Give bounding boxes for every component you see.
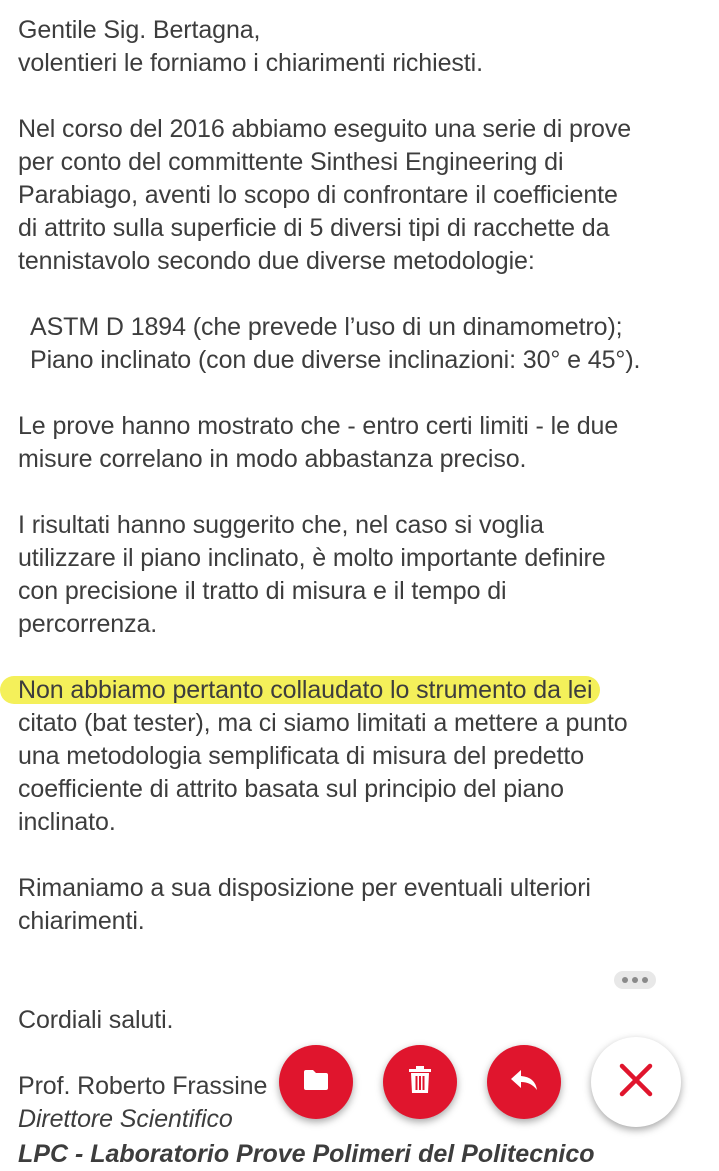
paragraph-2-line: Le prove hanno mostrato che - entro certi limiti - le due (18, 412, 619, 440)
trash-icon (408, 1066, 432, 1099)
paragraph-1-line: Nel corso del 2016 abbiamo eseguito una serie di prove (18, 115, 632, 143)
signature-name: Prof. Roberto Frassine (18, 1072, 268, 1100)
reply-button[interactable] (487, 1045, 561, 1119)
list-item: Piano inclinato (con due diverse inclinazioni: 30° e 45°). (30, 346, 641, 374)
list-item: ASTM D 1894 (che prevede l’uso di un dinamometro); (30, 313, 623, 341)
dot-icon (632, 977, 638, 983)
paragraph-4-line: citato (bat tester), ma ci siamo limitati a mettere a punto (18, 709, 628, 737)
paragraph-3-line: I risultati hanno suggerito che, nel caso si voglia (18, 511, 544, 539)
paragraph-3-line: utilizzare il piano inclinato, è molto importante definire (18, 544, 606, 572)
paragraph-5-line: chiarimenti. (18, 907, 145, 935)
close-button[interactable] (591, 1037, 681, 1127)
delete-button[interactable] (383, 1045, 457, 1119)
reply-icon (510, 1069, 538, 1096)
paragraph-1-line: tennistavolo secondo due diverse metodologie: (18, 247, 535, 275)
closing: Cordiali saluti. (18, 1006, 174, 1034)
paragraph-5-line: Rimaniamo a sua disposizione per eventuali ulteriori (18, 874, 591, 902)
paragraph-1-line: di attrito sulla superficie di 5 diversi tipi di racchette da (18, 214, 610, 242)
greeting: Gentile Sig. Bertagna, (18, 16, 261, 44)
signature-title: Direttore Scientifico (18, 1105, 233, 1133)
paragraph-3-line: con precisione il tratto di misura e il tempo di (18, 577, 507, 605)
show-more-button[interactable] (614, 971, 656, 989)
folder-icon (303, 1069, 329, 1096)
highlighted-text: Non abbiamo pertanto collaudato lo strumento da lei (0, 676, 600, 704)
dot-icon (622, 977, 628, 983)
paragraph-4-line: coefficiente di attrito basata sul principio del piano (18, 775, 564, 803)
paragraph-1-line: Parabiago, aventi lo scopo di confrontare il coefficiente (18, 181, 618, 209)
paragraph-1-line: per conto del committente Sinthesi Engineering di (18, 148, 564, 176)
paragraph-4-line: inclinato. (18, 808, 116, 836)
paragraph-4-line: una metodologia semplificata di misura del predetto (18, 742, 585, 770)
paragraph-2-line: misure correlano in modo abbastanza preciso. (18, 445, 527, 473)
intro-line: volentieri le forniamo i chiarimenti richiesti. (18, 49, 483, 77)
close-icon (619, 1063, 653, 1102)
email-body (18, 14, 708, 1136)
signature-organization: LPC - Laboratorio Prove Polimeri del Politecnico (18, 1140, 595, 1168)
dot-icon (642, 977, 648, 983)
paragraph-3-line: percorrenza. (18, 610, 158, 638)
move-to-folder-button[interactable] (279, 1045, 353, 1119)
